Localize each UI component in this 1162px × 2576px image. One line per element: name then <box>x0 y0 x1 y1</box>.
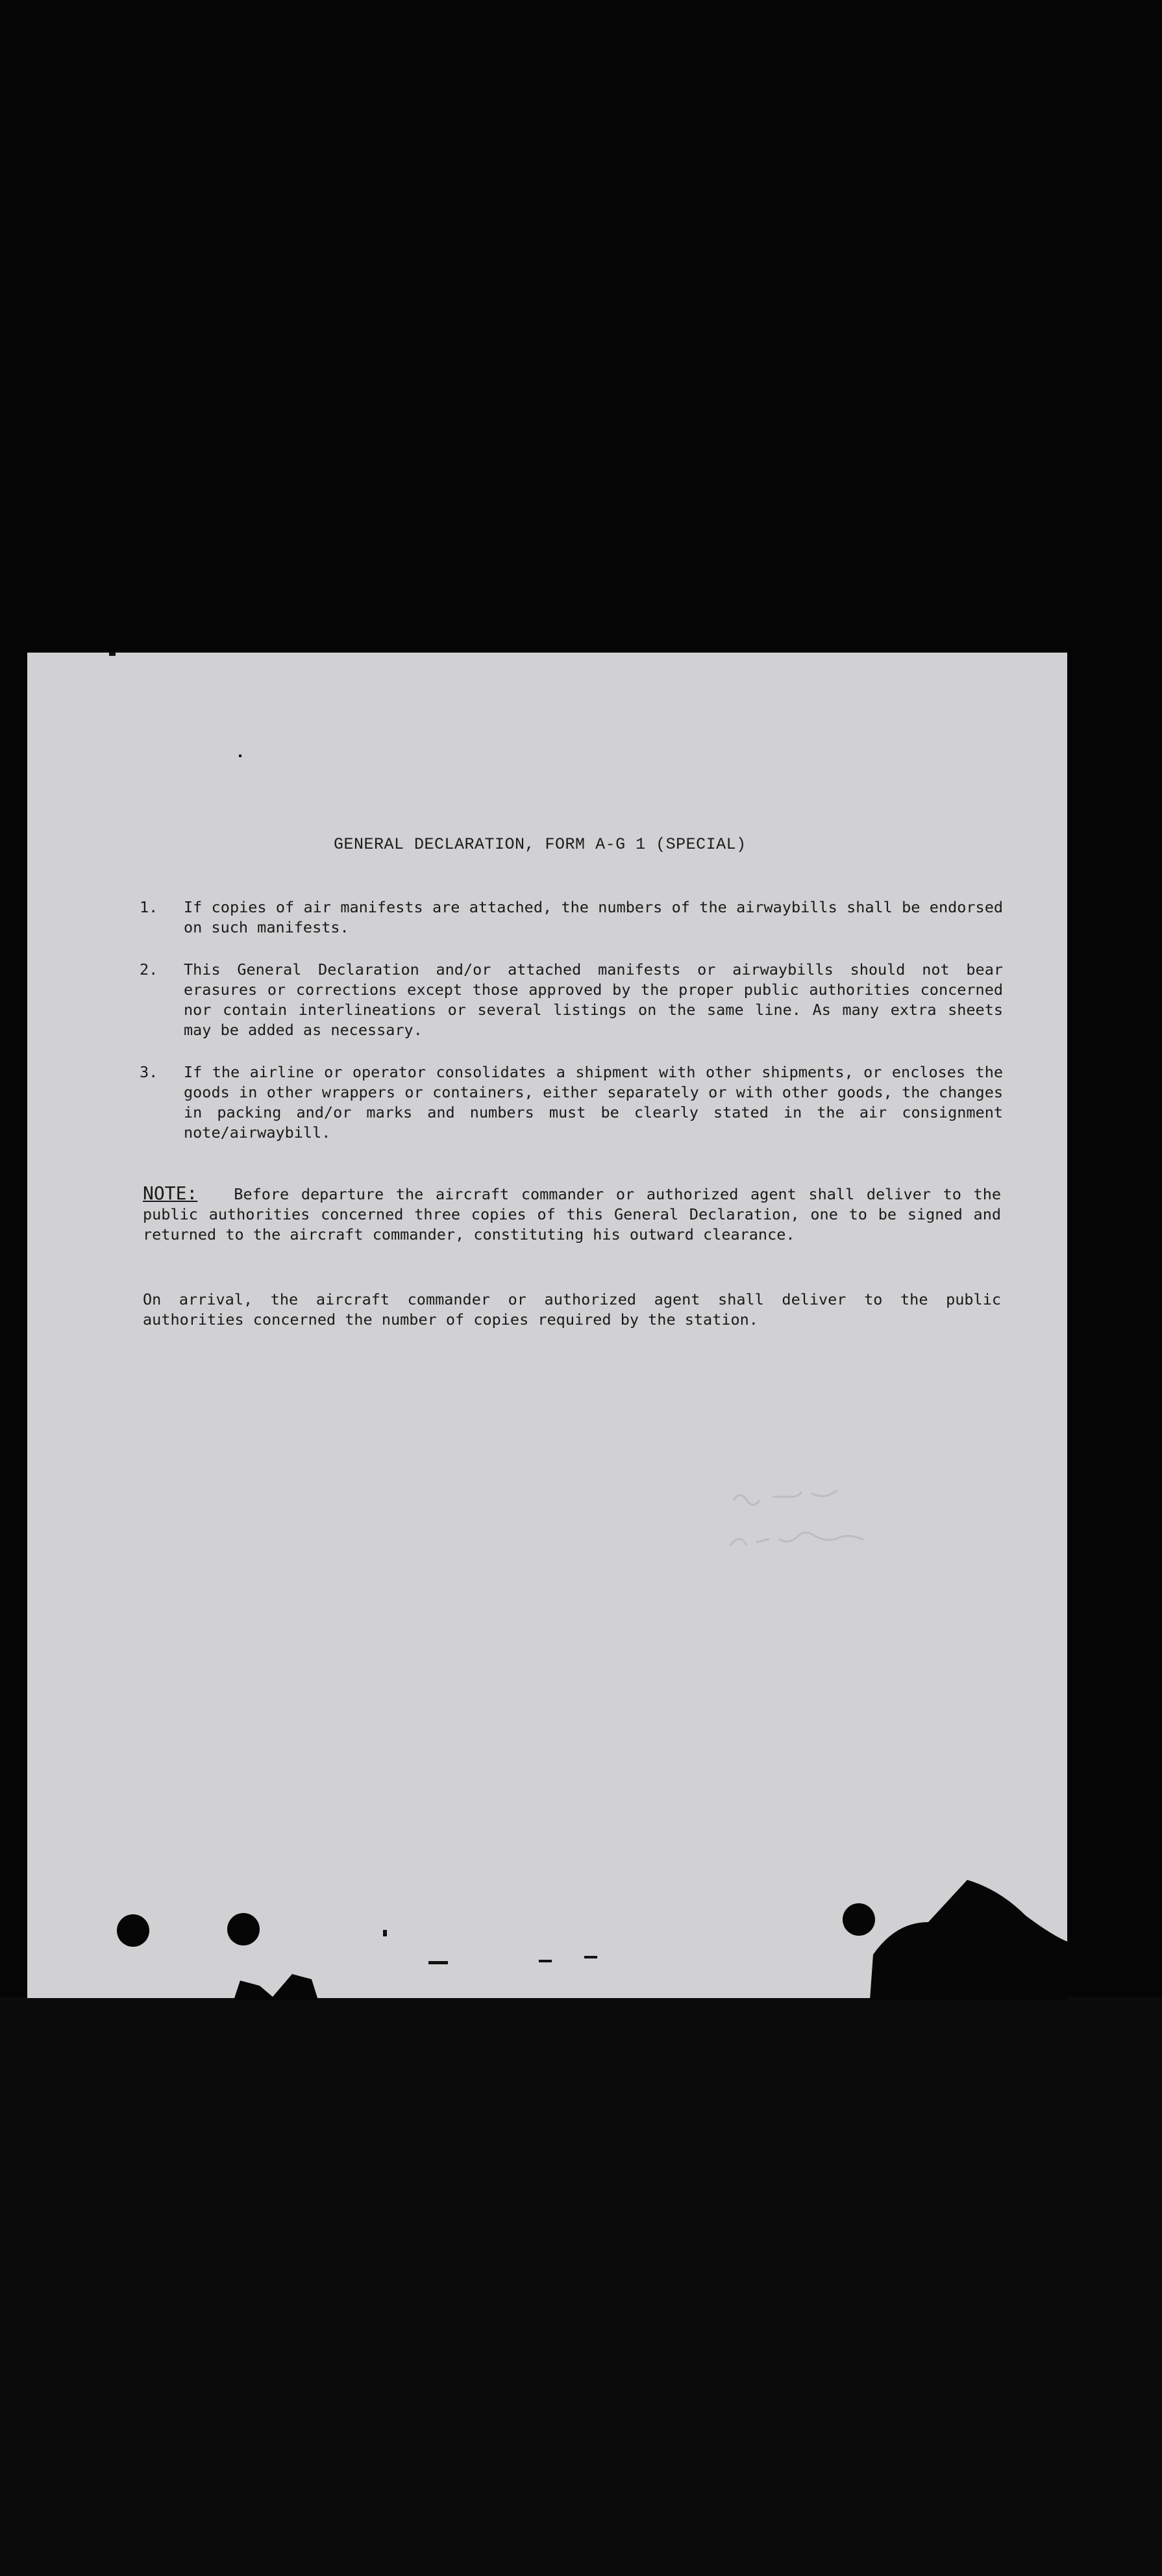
paper-speck <box>239 755 241 757</box>
list-item-text: If the airline or operator consolidates a shipment with other shipments, or encloses the goods in other wrappers or containers, either separately or with other goods, the changes in packing and/or marks and numbers must be clearly stated in the air consignment note/airwaybill. <box>184 1063 1003 1142</box>
list-item-number: 1. <box>140 898 158 916</box>
list-item-number: 3. <box>140 1063 158 1081</box>
arrival-paragraph <box>143 1290 1001 1330</box>
list-item <box>140 960 1003 1040</box>
document-title: GENERAL DECLARATION, FORM A-G 1 (SPECIAL) <box>334 835 747 854</box>
scan-bottom-margin <box>0 1997 1162 2576</box>
paper-speck <box>539 1960 552 1962</box>
list-item-text: This General Declaration and/or attached manifests or airwaybills should not bear erasures or corrections except those approved by the proper public authorities concerned nor contain interlineations or several listings on the same line. As many extra sheets may be added as necessary. <box>184 960 1003 1039</box>
paper-speck <box>109 653 116 656</box>
note-label: NOTE: <box>143 1182 198 1204</box>
paper-speck <box>428 1961 448 1964</box>
binding-hole <box>117 1914 149 1947</box>
faint-handwriting-mark <box>727 1481 935 1565</box>
list-item <box>140 897 1003 938</box>
list-item-number: 2. <box>140 960 158 979</box>
paper-speck <box>383 1930 387 1936</box>
torn-corner <box>870 1877 1067 2000</box>
torn-bottom-edge <box>234 1968 377 2000</box>
list-item-text: If copies of air manifests are attached, the numbers of the airwaybills shall be endorsed on such manifests. <box>184 898 1003 936</box>
note-text: Before departure the aircraft commander or authorized agent shall deliver to the public authorities concerned three copies of this General Declaration, one to be signed and returned to the aircraft commander, constituting his outward clearance. <box>143 1185 1001 1244</box>
note-paragraph <box>143 1183 1001 1245</box>
binding-hole <box>227 1913 260 1945</box>
paper-speck <box>584 1956 597 1958</box>
list-item <box>140 1062 1003 1143</box>
arrival-text: On arrival, the aircraft commander or authorized agent shall deliver to the public authorities concerned the number of copies required by the station. <box>143 1290 1001 1329</box>
